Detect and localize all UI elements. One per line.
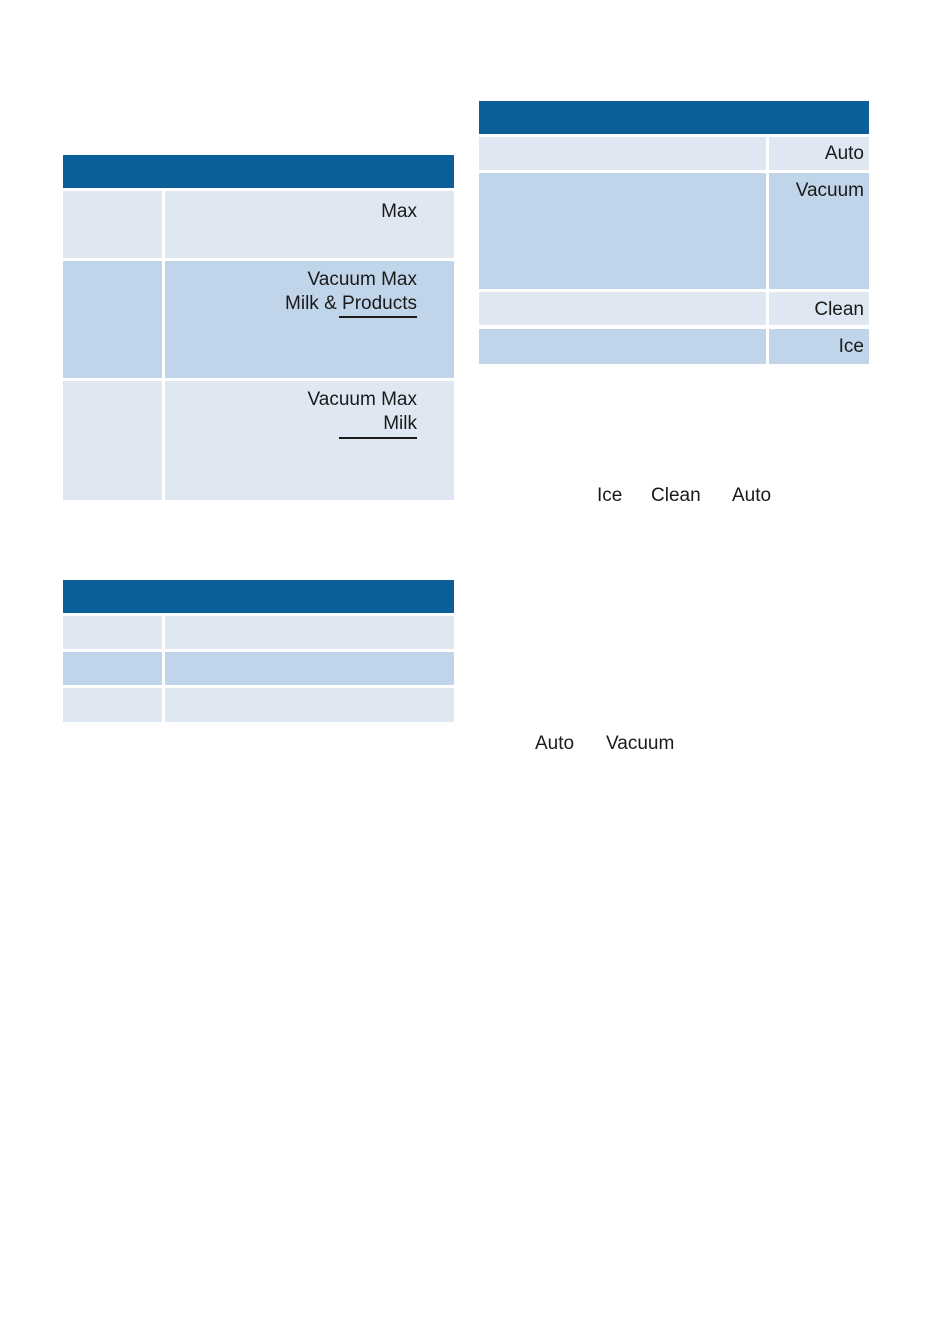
table3-row3-col1 (479, 292, 766, 325)
table1-row3-underline (339, 437, 417, 439)
text2-word-auto: Auto (535, 733, 575, 754)
table1-row2-line1: Vacuum Max (307, 269, 417, 290)
table3-row3-label: Clean (814, 299, 864, 320)
table1-row2-col1 (63, 261, 162, 378)
table3-row1-col1 (479, 137, 766, 170)
table2-row3-col2 (165, 688, 454, 722)
table3-row4-col1 (479, 329, 766, 364)
text1-word-clean: Clean (651, 485, 701, 506)
table1-row3-line1: Vacuum Max (307, 389, 417, 410)
table1-row1-col1 (63, 191, 162, 258)
table1-row3-col1 (63, 381, 162, 500)
table2-row2-col2 (165, 652, 454, 685)
table2-row3-col1 (63, 688, 162, 722)
table1-row2-underline (339, 316, 417, 318)
table2-row1-col2 (165, 616, 454, 649)
text1-word-ice: Ice (597, 485, 623, 506)
table1-row2-line2: Milk & Products (285, 293, 417, 314)
table3-header (479, 101, 869, 134)
table1-header (63, 155, 454, 188)
table3-row2-col1 (479, 173, 766, 289)
table2-row2-col1 (63, 652, 162, 685)
table3-row2-label: Vacuum (795, 180, 864, 201)
table1-row3-line2: Milk (383, 413, 417, 434)
table3-row4-label: Ice (838, 336, 864, 357)
table1-row1-label: Max (381, 201, 417, 222)
text2-word-vacuum: Vacuum (606, 733, 675, 754)
table3-row1-label: Auto (824, 143, 864, 164)
table2-header (63, 580, 454, 613)
table2-row1-col1 (63, 616, 162, 649)
text1-word-auto: Auto (732, 485, 772, 506)
